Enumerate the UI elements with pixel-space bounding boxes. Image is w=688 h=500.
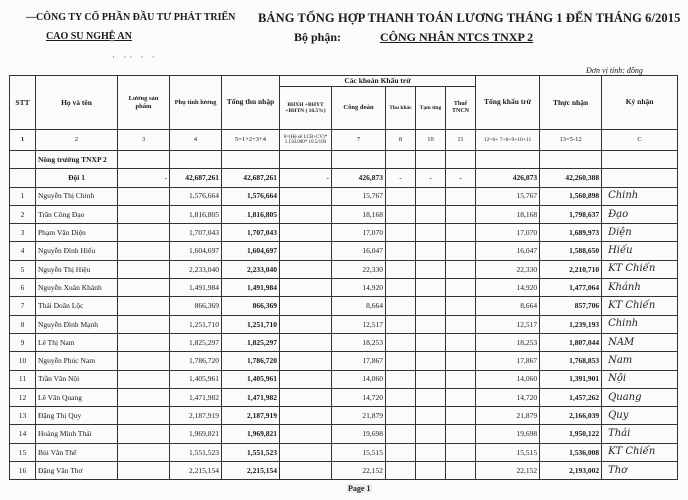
row-thu-khac xyxy=(386,315,416,333)
row-thue xyxy=(446,242,476,260)
row-tong-thu-nhap: 1,405,961 xyxy=(222,370,280,388)
row-stt: 9 xyxy=(10,333,36,351)
subtotal-luong-sp: - xyxy=(118,169,170,187)
row-tam-ung xyxy=(416,388,446,406)
table-row xyxy=(10,224,678,242)
row-tong-thu-nhap: 2,215,154 xyxy=(222,462,280,480)
row-thu-khac xyxy=(386,443,416,461)
row-phu-tinh: 2,215,154 xyxy=(170,462,222,480)
row-stt: 7 xyxy=(10,297,36,315)
row-bhxh xyxy=(280,462,332,480)
row-stt: 8 xyxy=(10,315,36,333)
row-phu-tinh: 1,707,043 xyxy=(170,224,222,242)
subtotal-label: Đội 1 xyxy=(36,169,118,187)
row-thu-khac xyxy=(386,242,416,260)
row-luong-sp xyxy=(118,443,170,461)
subtotal-thuc-nhan: 42,260,388 xyxy=(540,169,602,187)
header-thuc-nhan: Thực nhận xyxy=(540,76,602,130)
index-cell: 1 xyxy=(10,130,36,151)
group-row xyxy=(10,151,678,169)
row-tam-ung xyxy=(416,407,446,425)
row-thue xyxy=(446,297,476,315)
row-signature: Thơ xyxy=(602,462,678,480)
row-thue xyxy=(446,443,476,461)
row-signature: Chinh xyxy=(602,315,678,333)
row-stt: 5 xyxy=(10,260,36,278)
row-tong-thu-nhap: 866,369 xyxy=(222,297,280,315)
row-bhxh xyxy=(280,242,332,260)
row-cong-doan: 16,047 xyxy=(332,242,386,260)
row-luong-sp xyxy=(118,425,170,443)
row-tong-khau-tru: 18,168 xyxy=(476,205,540,223)
row-thu-khac xyxy=(386,462,416,480)
table-row xyxy=(10,315,678,333)
table-row xyxy=(10,187,678,205)
header-luong-sp: Lương sản phẩm xyxy=(118,76,170,130)
decorative-dots: · ·· · · xyxy=(112,52,158,62)
row-signature: Đạo xyxy=(602,205,678,223)
row-luong-sp xyxy=(118,388,170,406)
row-cong-doan: 22,152 xyxy=(332,462,386,480)
row-tong-thu-nhap: 1,707,043 xyxy=(222,224,280,242)
row-cong-doan: 15,515 xyxy=(332,443,386,461)
row-tong-thu-nhap: 1,604,697 xyxy=(222,242,280,260)
row-tong-khau-tru: 21,879 xyxy=(476,407,540,425)
row-name: Nguyễn Đình Hiếu xyxy=(36,242,118,260)
row-phu-tinh: 1,551,523 xyxy=(170,443,222,461)
row-thuc-nhan: 1,477,064 xyxy=(540,279,602,297)
table-row xyxy=(10,297,678,315)
row-signature: Khánh xyxy=(602,279,678,297)
row-cong-doan: 19,698 xyxy=(332,425,386,443)
row-cong-doan: 15,767 xyxy=(332,187,386,205)
row-name: Nguyễn Thị Chinh xyxy=(36,187,118,205)
row-signature: Quang xyxy=(602,388,678,406)
row-tong-khau-tru: 12,517 xyxy=(476,315,540,333)
row-thu-khac xyxy=(386,333,416,351)
row-cong-doan: 8,664 xyxy=(332,297,386,315)
row-signature: Diện xyxy=(602,224,678,242)
row-thuc-nhan: 2,193,002 xyxy=(540,462,602,480)
row-signature: KT Chiến xyxy=(602,297,678,315)
row-thu-khac xyxy=(386,388,416,406)
row-tam-ung xyxy=(416,425,446,443)
row-thu-khac xyxy=(386,297,416,315)
row-signature: Nam xyxy=(602,352,678,370)
row-thu-khac xyxy=(386,224,416,242)
header-tong-khau-tru: Tổng khấu trừ xyxy=(476,76,540,130)
row-tong-khau-tru: 17,070 xyxy=(476,224,540,242)
subtotal-tong-khau-tru: 426,873 xyxy=(476,169,540,187)
row-phu-tinh: 2,187,919 xyxy=(170,407,222,425)
table-row xyxy=(10,407,678,425)
row-thuc-nhan: 1,689,973 xyxy=(540,224,602,242)
row-phu-tinh: 1,786,720 xyxy=(170,352,222,370)
row-name: Trần Văn Nội xyxy=(36,370,118,388)
row-tam-ung xyxy=(416,315,446,333)
row-phu-tinh: 1,604,697 xyxy=(170,242,222,260)
row-tong-thu-nhap: 1,551,523 xyxy=(222,443,280,461)
row-bhxh xyxy=(280,260,332,278)
row-tong-khau-tru: 15,515 xyxy=(476,443,540,461)
row-name: Đặng Thị Quy xyxy=(36,407,118,425)
row-luong-sp xyxy=(118,370,170,388)
index-cell: 6=(Hệ số LCB+CV)* 1.150.000* 10.5/100 xyxy=(280,130,332,151)
row-thue xyxy=(446,370,476,388)
row-cong-doan: 17,867 xyxy=(332,352,386,370)
row-cong-doan: 18,168 xyxy=(332,205,386,223)
payroll-table xyxy=(9,75,678,480)
table-row xyxy=(10,443,678,461)
header-phu-tinh: Phụ tính lương xyxy=(170,76,222,130)
row-tong-thu-nhap: 1,969,821 xyxy=(222,425,280,443)
row-tam-ung xyxy=(416,352,446,370)
row-stt: 16 xyxy=(10,462,36,480)
row-luong-sp xyxy=(118,462,170,480)
index-row xyxy=(10,130,678,151)
header-deductions-group: Các khoản Khấu trừ xyxy=(280,76,476,87)
row-name: Lê Thị Nam xyxy=(36,333,118,351)
header-ky-nhan: Ký nhận xyxy=(602,76,678,130)
currency-unit: Đơn vị tính: đồng xyxy=(586,66,643,75)
row-tong-khau-tru: 14,060 xyxy=(476,370,540,388)
row-thuc-nhan: 1,950,122 xyxy=(540,425,602,443)
row-tong-thu-nhap: 1,471,982 xyxy=(222,388,280,406)
row-luong-sp xyxy=(118,224,170,242)
row-signature: Quy xyxy=(602,407,678,425)
row-signature: KT Chiến xyxy=(602,260,678,278)
row-thu-khac xyxy=(386,370,416,388)
row-name: Thái Doãn Lộc xyxy=(36,297,118,315)
row-phu-tinh: 1,471,982 xyxy=(170,388,222,406)
index-cell: 12=6+ 7+8+9+10+11 xyxy=(476,130,540,151)
row-thue xyxy=(446,462,476,480)
row-thuc-nhan: 1,536,008 xyxy=(540,443,602,461)
row-tam-ung xyxy=(416,260,446,278)
row-signature: Hiếu xyxy=(602,242,678,260)
group-label: Nông trường TNXP 2 xyxy=(36,151,118,169)
table-row xyxy=(10,352,678,370)
row-luong-sp xyxy=(118,260,170,278)
row-thue xyxy=(446,224,476,242)
row-cong-doan: 14,060 xyxy=(332,370,386,388)
index-cell: 2 xyxy=(36,130,118,151)
row-thuc-nhan: 1,768,853 xyxy=(540,352,602,370)
row-bhxh xyxy=(280,370,332,388)
row-thuc-nhan: 857,706 xyxy=(540,297,602,315)
table-row xyxy=(10,333,678,351)
row-tong-khau-tru: 17,867 xyxy=(476,352,540,370)
row-bhxh xyxy=(280,425,332,443)
row-thue xyxy=(446,187,476,205)
row-cong-doan: 21,879 xyxy=(332,407,386,425)
row-thuc-nhan: 1,807,044 xyxy=(540,333,602,351)
row-signature: Nội xyxy=(602,370,678,388)
row-tong-khau-tru: 8,664 xyxy=(476,297,540,315)
row-bhxh xyxy=(280,297,332,315)
row-tong-khau-tru: 14,920 xyxy=(476,279,540,297)
row-thue xyxy=(446,407,476,425)
row-phu-tinh: 1,969,821 xyxy=(170,425,222,443)
row-thue xyxy=(446,260,476,278)
row-bhxh xyxy=(280,407,332,425)
row-luong-sp xyxy=(118,279,170,297)
company-name-line2: CAO SU NGHỆ AN xyxy=(46,31,132,42)
row-thuc-nhan: 1,560,898 xyxy=(540,187,602,205)
table-row xyxy=(10,279,678,297)
index-cell: 3 xyxy=(118,130,170,151)
index-cell: 8 xyxy=(386,130,416,151)
row-thue xyxy=(446,315,476,333)
row-tam-ung xyxy=(416,224,446,242)
row-tong-thu-nhap: 1,251,710 xyxy=(222,315,280,333)
row-tong-khau-tru: 15,767 xyxy=(476,187,540,205)
row-bhxh xyxy=(280,279,332,297)
row-thu-khac xyxy=(386,187,416,205)
row-phu-tinh: 866,369 xyxy=(170,297,222,315)
row-name: Nguyễn Xuân Khánh xyxy=(36,279,118,297)
row-tong-khau-tru: 22,152 xyxy=(476,462,540,480)
index-cell: 10 xyxy=(416,130,446,151)
table-row xyxy=(10,205,678,223)
row-thue xyxy=(446,352,476,370)
row-thue xyxy=(446,205,476,223)
page-number: Page 1 xyxy=(348,484,371,493)
row-tam-ung xyxy=(416,297,446,315)
row-phu-tinh: 1,825,297 xyxy=(170,333,222,351)
row-luong-sp xyxy=(118,315,170,333)
row-thu-khac xyxy=(386,407,416,425)
subtotal-thu-khac: - xyxy=(386,169,416,187)
row-cong-doan: 14,920 xyxy=(332,279,386,297)
subtotal-thue: - xyxy=(446,169,476,187)
row-thu-khac xyxy=(386,260,416,278)
row-thu-khac xyxy=(386,425,416,443)
row-stt: 6 xyxy=(10,279,36,297)
table-row xyxy=(10,462,678,480)
index-cell: 13=5-12 xyxy=(540,130,602,151)
row-name: Phạm Văn Diện xyxy=(36,224,118,242)
row-thue xyxy=(446,388,476,406)
row-tong-thu-nhap: 2,187,919 xyxy=(222,407,280,425)
row-name: Nguyễn Thị Hiệu xyxy=(36,260,118,278)
row-tong-thu-nhap: 1,825,297 xyxy=(222,333,280,351)
row-bhxh xyxy=(280,205,332,223)
row-bhxh xyxy=(280,352,332,370)
row-name: Nguyễn Phúc Nam xyxy=(36,352,118,370)
department-value: CÔNG NHÂN NTCS TNXP 2 xyxy=(380,30,534,44)
row-tong-thu-nhap: 2,233,040 xyxy=(222,260,280,278)
row-signature: NAM xyxy=(602,333,678,351)
header-tam-ung: Tạm ứng xyxy=(416,87,446,130)
row-cong-doan: 14,720 xyxy=(332,388,386,406)
header-cong-doan: Công đoàn xyxy=(332,87,386,130)
row-bhxh xyxy=(280,443,332,461)
row-signature: KT Chiến xyxy=(602,443,678,461)
row-tong-khau-tru: 16,047 xyxy=(476,242,540,260)
header-name: Họ và tên xyxy=(36,76,118,130)
row-phu-tinh: 1,576,664 xyxy=(170,187,222,205)
row-thu-khac xyxy=(386,279,416,297)
row-stt: 10 xyxy=(10,352,36,370)
row-tam-ung xyxy=(416,279,446,297)
row-stt: 12 xyxy=(10,388,36,406)
row-luong-sp xyxy=(118,297,170,315)
row-name: Trần Công Đạo xyxy=(36,205,118,223)
row-phu-tinh: 1,251,710 xyxy=(170,315,222,333)
row-stt: 13 xyxy=(10,407,36,425)
subtotal-tam-ung: - xyxy=(416,169,446,187)
subtotal-cong-doan: 426,873 xyxy=(332,169,386,187)
row-thuc-nhan: 2,166,039 xyxy=(540,407,602,425)
row-thuc-nhan: 1,588,650 xyxy=(540,242,602,260)
index-cell: 5=1+2+3+4 xyxy=(222,130,280,151)
subtotal-phu-tinh: 42,687,261 xyxy=(170,169,222,187)
subtotal-bhxh: - xyxy=(280,169,332,187)
table-row xyxy=(10,242,678,260)
row-stt: 11 xyxy=(10,370,36,388)
row-thuc-nhan: 1,239,193 xyxy=(540,315,602,333)
row-tam-ung xyxy=(416,187,446,205)
header-bhxh: BHXH +BHYT +BHTN ( 10.5%) xyxy=(280,87,332,130)
row-phu-tinh: 2,233,040 xyxy=(170,260,222,278)
row-tong-khau-tru: 14,720 xyxy=(476,388,540,406)
row-luong-sp xyxy=(118,187,170,205)
row-stt: 3 xyxy=(10,224,36,242)
subtotal-tong-thu-nhap: 42,687,261 xyxy=(222,169,280,187)
row-thuc-nhan: 2,210,710 xyxy=(540,260,602,278)
row-thu-khac xyxy=(386,205,416,223)
header-thue: Thuế TNCN xyxy=(446,87,476,130)
row-cong-doan: 18,253 xyxy=(332,333,386,351)
row-tong-khau-tru: 18,253 xyxy=(476,333,540,351)
row-thuc-nhan: 1,391,901 xyxy=(540,370,602,388)
row-stt: 2 xyxy=(10,205,36,223)
row-tam-ung xyxy=(416,205,446,223)
department-label: Bộ phận: xyxy=(294,30,342,44)
row-name: Hoàng Minh Thái xyxy=(36,425,118,443)
row-thue xyxy=(446,333,476,351)
row-phu-tinh: 1,405,961 xyxy=(170,370,222,388)
row-tong-thu-nhap: 1,816,805 xyxy=(222,205,280,223)
company-name-line1: ―CÔNG TY CỔ PHẦN ĐẦU TƯ PHÁT TRIỂN xyxy=(26,12,236,23)
document-title: BẢNG TỔNG HỢP THANH TOÁN LƯƠNG THÁNG 1 ĐẾN THÁNG 6/2015 xyxy=(258,11,681,25)
row-cong-doan: 22,330 xyxy=(332,260,386,278)
row-luong-sp xyxy=(118,205,170,223)
row-tam-ung xyxy=(416,443,446,461)
row-name: Lê Văn Quang xyxy=(36,388,118,406)
row-thue xyxy=(446,425,476,443)
row-bhxh xyxy=(280,315,332,333)
index-cell: 11 xyxy=(446,130,476,151)
header-thu-khac: Thu khác xyxy=(386,87,416,130)
row-stt: 14 xyxy=(10,425,36,443)
header-tong-thu-nhap: Tổng thu nhập xyxy=(222,76,280,130)
row-thue xyxy=(446,279,476,297)
index-cell: C xyxy=(602,130,678,151)
row-luong-sp xyxy=(118,242,170,260)
row-tong-thu-nhap: 1,786,720 xyxy=(222,352,280,370)
row-tam-ung xyxy=(416,462,446,480)
row-tong-khau-tru: 19,698 xyxy=(476,425,540,443)
row-bhxh xyxy=(280,187,332,205)
dash-icon: ― xyxy=(26,12,36,23)
row-name: Nguyễn Đình Mạnh xyxy=(36,315,118,333)
row-tong-thu-nhap: 1,576,664 xyxy=(222,187,280,205)
table-row xyxy=(10,388,678,406)
row-bhxh xyxy=(280,333,332,351)
row-name: Bùi Văn Thế xyxy=(36,443,118,461)
row-tam-ung xyxy=(416,370,446,388)
table-row xyxy=(10,260,678,278)
row-phu-tinh: 1,816,805 xyxy=(170,205,222,223)
row-phu-tinh: 1,491,984 xyxy=(170,279,222,297)
table-row xyxy=(10,370,678,388)
row-thuc-nhan: 1,457,262 xyxy=(540,388,602,406)
row-bhxh xyxy=(280,224,332,242)
row-tam-ung xyxy=(416,242,446,260)
row-name: Đặng Văn Thơ xyxy=(36,462,118,480)
row-signature: Thái xyxy=(602,425,678,443)
row-tam-ung xyxy=(416,333,446,351)
header-stt: STT xyxy=(10,76,36,130)
row-thu-khac xyxy=(386,352,416,370)
row-tong-khau-tru: 22,330 xyxy=(476,260,540,278)
row-signature: Chinh xyxy=(602,187,678,205)
row-luong-sp xyxy=(118,333,170,351)
row-cong-doan: 17,070 xyxy=(332,224,386,242)
row-stt: 4 xyxy=(10,242,36,260)
row-cong-doan: 12,517 xyxy=(332,315,386,333)
subtotal-row xyxy=(10,169,678,187)
row-thuc-nhan: 1,798,637 xyxy=(540,205,602,223)
row-luong-sp xyxy=(118,407,170,425)
row-stt: 1 xyxy=(10,187,36,205)
row-bhxh xyxy=(280,388,332,406)
row-stt: 15 xyxy=(10,443,36,461)
row-tong-thu-nhap: 1,491,984 xyxy=(222,279,280,297)
index-cell: 7 xyxy=(332,130,386,151)
index-cell: 4 xyxy=(170,130,222,151)
table-row xyxy=(10,425,678,443)
row-luong-sp xyxy=(118,352,170,370)
